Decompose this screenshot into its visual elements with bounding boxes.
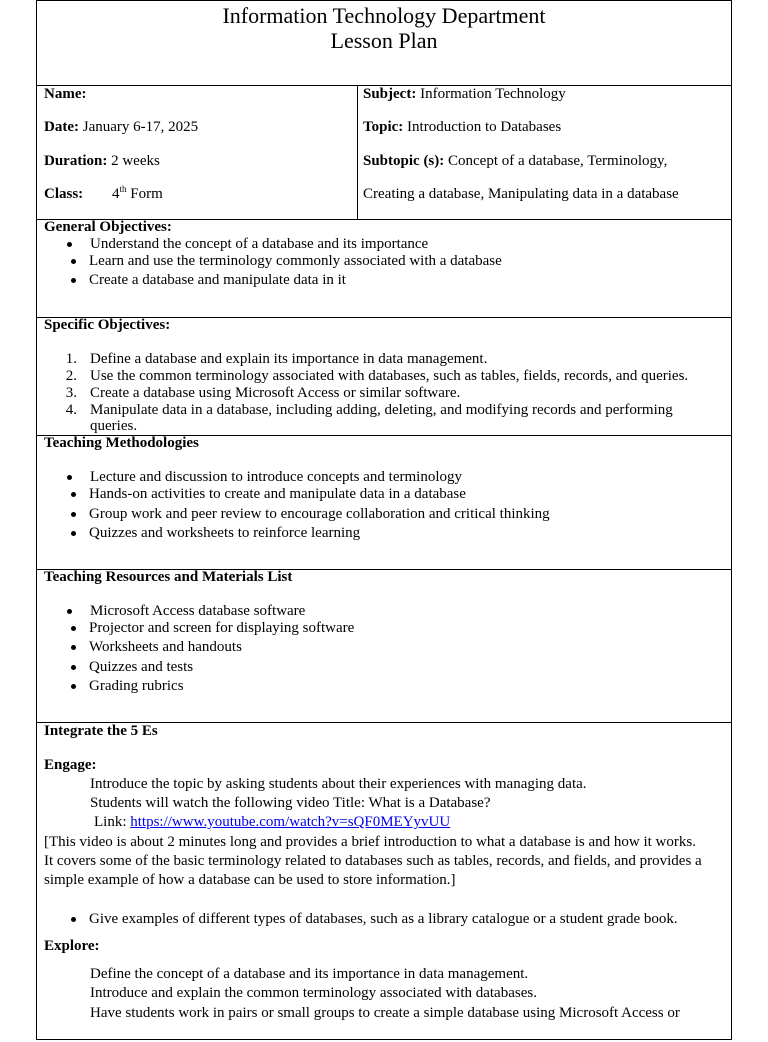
topic-label: Topic: xyxy=(363,119,404,135)
list-item: Give examples of different types of databases, such as a library catalogue or a student grade book. xyxy=(89,911,678,927)
list-item: Manipulate data in a database, including adding, deleting, and modifying records and performing xyxy=(90,402,673,418)
bullet xyxy=(71,917,76,922)
class-label: Class: xyxy=(44,186,84,202)
bullet xyxy=(67,475,72,480)
date-value: January 6-17, 2025 xyxy=(82,119,199,135)
name-label: Name: xyxy=(44,86,87,102)
class-form: Form xyxy=(130,186,163,202)
bullet xyxy=(71,684,76,689)
link-label: Link: xyxy=(94,814,127,830)
list-item: Lecture and discussion to introduce concepts and terminology xyxy=(90,469,462,485)
engage-heading: Engage: xyxy=(44,757,97,773)
teaching-resources-section xyxy=(37,569,731,723)
teaching-methodologies-section xyxy=(37,435,731,570)
list-number: 4. xyxy=(65,402,77,418)
list-item: Quizzes and tests xyxy=(89,659,194,675)
list-item: Create a database using Microsoft Access or similar software. xyxy=(90,385,461,401)
subtopic-value: Concept of a database, Terminology, xyxy=(448,153,668,169)
topic-row xyxy=(363,119,561,136)
name-row xyxy=(44,86,86,103)
lesson-plan-title: Lesson Plan xyxy=(330,28,438,53)
bullet xyxy=(71,665,76,670)
general-objectives-section xyxy=(37,219,731,318)
list-item: Worksheets and handouts xyxy=(89,639,242,655)
list-number: 1. xyxy=(65,351,77,367)
list-number: 3. xyxy=(65,385,77,401)
list-item: Define a database and explain its importance in data management. xyxy=(90,351,488,367)
subject-label: Subject: xyxy=(363,86,417,102)
explore-heading: Explore: xyxy=(44,938,100,954)
bullet xyxy=(71,278,76,283)
subtopic-continued: Creating a database, Manipulating data in a database xyxy=(363,186,679,202)
class-row xyxy=(44,186,83,203)
info-table xyxy=(37,85,731,220)
list-item: Hands-on activities to create and manipulate data in a database xyxy=(89,486,466,502)
teaching-resources-heading: Teaching Resources and Materials List xyxy=(44,569,293,585)
specific-objectives-section xyxy=(37,317,731,436)
list-item: Projector and screen for displaying software xyxy=(89,620,355,636)
subtopic-label: Subtopic (s): xyxy=(363,153,445,169)
list-item: Understand the concept of a database and its importance xyxy=(90,236,429,252)
topic-value: Introduction to Databases xyxy=(407,119,562,135)
list-item: Grading rubrics xyxy=(89,678,184,694)
explore-text: Define the concept of a database and its importance in data management. xyxy=(90,966,529,982)
duration-label: Duration: xyxy=(44,153,108,169)
duration-row xyxy=(44,153,160,170)
video-link[interactable]: https://www.youtube.com/watch?v=sQF0MEYyvUU xyxy=(130,814,451,830)
engage-text: Introduce the topic by asking students about their experiences with managing data. xyxy=(90,776,587,792)
department-title: Information Technology Department xyxy=(222,3,546,28)
bullet xyxy=(71,531,76,536)
subject-row xyxy=(363,86,566,103)
video-description: [This video is about 2 minutes long and provides a brief introduction to what a database is and how it works. xyxy=(44,834,696,850)
bullet xyxy=(71,626,76,631)
date-row xyxy=(44,119,198,136)
class-number: 4 xyxy=(112,186,120,202)
specific-objectives-heading: Specific Objectives: xyxy=(44,317,171,333)
bullet xyxy=(67,242,72,247)
list-item: Create a database and manipulate data in it xyxy=(89,272,346,288)
duration-value: 2 weeks xyxy=(111,153,160,169)
video-link-row xyxy=(94,814,450,831)
list-number: 2. xyxy=(65,368,77,384)
teaching-methodologies-heading: Teaching Methodologies xyxy=(44,435,199,451)
class-value xyxy=(112,186,163,203)
video-description: simple example of how a database can be used to store information.] xyxy=(44,872,456,888)
list-item-continued: queries. xyxy=(90,418,138,434)
five-es-heading: Integrate the 5 Es xyxy=(44,723,158,739)
video-description: It covers some of the basic terminology related to databases such as tables, records, and fields, and provides a xyxy=(44,853,702,869)
list-item: Group work and peer review to encourage collaboration and critical thinking xyxy=(89,506,550,522)
general-objectives-heading: General Objectives: xyxy=(44,219,172,235)
bullet xyxy=(71,645,76,650)
bullet xyxy=(71,492,76,497)
class-ordinal: th xyxy=(119,184,127,194)
bullet xyxy=(71,259,76,264)
subtopic-row xyxy=(363,153,667,170)
bullet xyxy=(71,512,76,517)
list-item: Learn and use the terminology commonly associated with a database xyxy=(89,253,502,269)
explore-text: Have students work in pairs or small groups to create a simple database using Microsoft Access or xyxy=(90,1005,680,1021)
engage-text: Students will watch the following video Title: What is a Database? xyxy=(90,795,491,811)
list-item: Quizzes and worksheets to reinforce learning xyxy=(89,525,361,541)
list-item: Microsoft Access database software xyxy=(90,603,306,619)
bullet xyxy=(67,609,72,614)
date-label: Date: xyxy=(44,119,79,135)
explore-text: Introduce and explain the common terminology associated with databases. xyxy=(90,985,537,1001)
five-es-section xyxy=(37,722,731,1042)
list-item: Use the common terminology associated with databases, such as tables, fields, records, and queries. xyxy=(90,368,689,384)
info-divider xyxy=(357,85,358,219)
subject-value: Information Technology xyxy=(420,86,566,102)
document-header xyxy=(37,1,731,86)
lesson-plan-page xyxy=(36,0,732,1040)
